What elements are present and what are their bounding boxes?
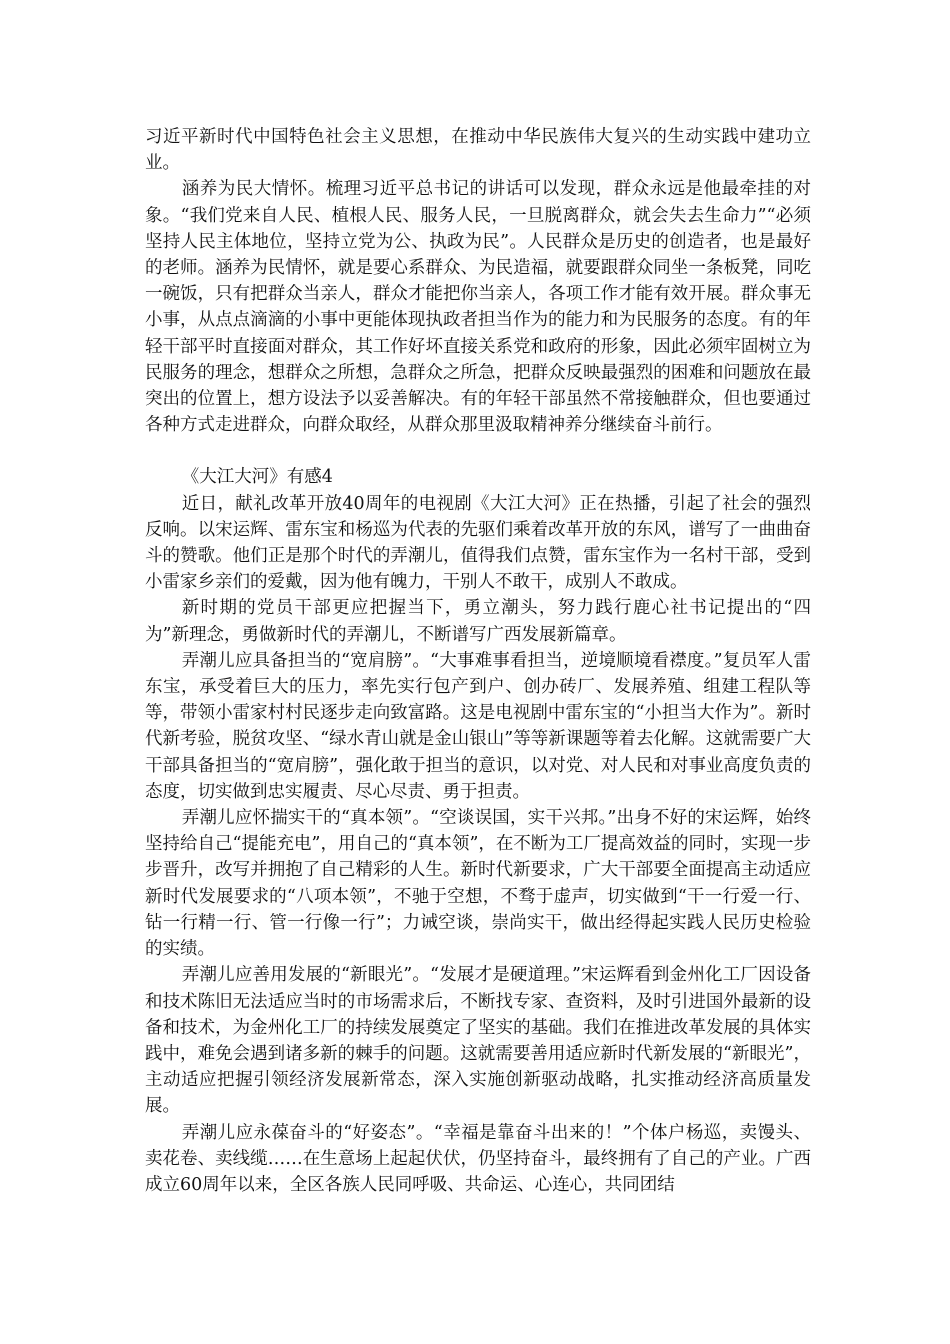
opening-paragraph: 习近平新时代中国特色社会主义思想，在推动中华民族伟大复兴的生动实践中建功立业。 bbox=[145, 127, 811, 174]
paragraph-new-era: 新时期的党员干部更应把握当下，勇立潮头，努力践行鹿心社书记提出的“四为”新理念，勇做新时代的弄潮儿，不断谱写广西发展新篇章。 bbox=[145, 598, 811, 645]
paragraph-skills: 弄潮儿应怀揣实干的“真本领”。“空谈误国，实干兴邦。”出身不好的宋运辉，始终坚持给自己“提能充电”，用自己的“真本领”，在不断为工厂提高效益的同时，实现一步步晋升，改写并拥抱了自己精彩的人生。新时代新要求，广大干部要全面提高主动适应新时代发展要求的“八项本领”，不驰于空想，不骛于虚声，切实做到“干一行爱一行、钻一行精一行、管一行像一行”；力诫空谈，崇尚实干，做出经得起实践人民历史检验的实绩。 bbox=[145, 808, 811, 960]
document-page bbox=[145, 124, 811, 1198]
section-gap bbox=[145, 438, 811, 464]
paragraph-shoulders: 弄潮儿应具备担当的“宽肩膀”。“大事难事看担当，逆境顺境看襟度。”复员军人雷东宝，承受着巨大的压力，率先实行包产到户、创办砖厂、发展养殖、组建工程队等等，带领小雷家村村民逐步走向致富路。这是电视剧中雷东宝的“小担当大作为”。新时代新考验，脱贫攻坚、“绿水青山就是金山银山”等等新课题等着去化解。这就需要广大干部具备担当的“宽肩膀”，强化敢于担当的意识，以对党、对人民和对事业高度负责的态度，切实做到忠实履责、尽心尽责、勇于担责。 bbox=[145, 650, 811, 802]
paragraph-vision: 弄潮儿应善用发展的“新眼光”。“发展才是硬道理。”宋运辉看到金州化工厂因设备和技术陈旧无法适应当时的市场需求后，不断找专家、查资料，及时引进国外最新的设备和技术，为金州化工厂的持续发展奠定了坚实的基础。我们在推进改革发展的具体实践中，难免会遇到诸多新的棘手的问题。这就需要善用适应新时代新发展的“新眼光”，主动适应把握引领经济发展新常态，深入实施创新驱动战略，扎实推动经济高质量发展。 bbox=[145, 965, 811, 1117]
paragraph-intro: 近日，献礼改革开放40周年的电视剧《大江大河》正在热播，引起了社会的强烈反响。以宋运辉、雷东宝和杨巡为代表的先驱们乘着改革开放的东风，谱写了一曲曲奋斗的赞歌。他们正是那个时代的弄潮儿，值得我们点赞，雷东宝作为一名村干部，受到小雷家乡亲们的爱戴，因为他有魄力，干别人不敢干，成别人不敢成。 bbox=[145, 493, 811, 593]
section-title: 《大江大河》有感4 bbox=[181, 467, 333, 488]
paragraph-people: 涵养为民大情怀。梳理习近平总书记的讲话可以发现，群众永远是他最牵挂的对象。“我们党来自人民、植根人民、服务人民，一旦脱离群众，就会失去生命力”“必须坚持人民主体地位，坚持立党为公、执政为民”。人民群众是历史的创造者，也是最好的老师。涵养为民情怀，就是要心系群众、为民造福，就要跟群众同坐一条板凳，同吃一碗饭，只有把群众当亲人，群众才能把你当亲人，各项工作才能有效开展。群众事无小事，从点点滴滴的小事中更能体现执政者担当作为的能力和为民服务的态度。有的年轻干部平时直接面对群众，其工作好坏直接关系党和政府的形象，因此必须牢固树立为民服务的理念，想群众之所想，急群众之所急，把群众反映最强烈的困难和问题放在最突出的位置上，想方设法予以妥善解决。有的年轻干部虽然不常接触群众，但也要通过各种方式走进群众，向群众取经，从群众那里汲取精神养分继续奋斗前行。 bbox=[145, 179, 811, 436]
paragraph-posture: 弄潮儿应永葆奋斗的“好姿态”。“幸福是靠奋斗出来的！”个体户杨巡，卖馒头、卖花卷、卖线缆……在生意场上起起伏伏，仍坚持奋斗，最终拥有了自己的产业。广西成立60周年以来，全区各族人民同呼吸、共命运、心连心，共同团结 bbox=[145, 1122, 811, 1195]
